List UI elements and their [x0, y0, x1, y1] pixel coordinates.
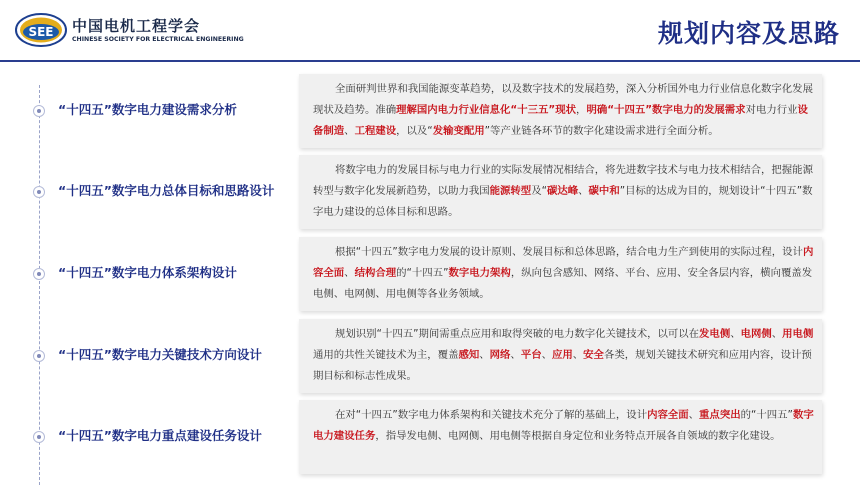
highlighted-text: 明确“十四五”数字电力的发展需求: [586, 104, 746, 116]
description-text: 的“十四五”: [396, 267, 449, 279]
society-logo: [14, 12, 68, 48]
highlighted-text: 发输变配用: [432, 125, 485, 137]
highlighted-text: 发电侧: [699, 328, 731, 340]
highlighted-text: 数字电力架构: [448, 267, 511, 279]
highlighted-text: 应用: [551, 349, 573, 361]
description-text: 、: [572, 349, 584, 361]
plan-item-description: [299, 74, 822, 148]
plan-item-title: “十四五”数字电力体系架构设计: [58, 265, 237, 280]
description-text: 在对“十四五”数字电力体系架构和关键技术充分了解的基础上，设计: [335, 409, 648, 421]
highlighted-text: 用电侧: [782, 328, 814, 340]
highlighted-text: 能源转型: [489, 185, 532, 197]
description-text: 将数字电力的发展目标与电力行业的实际发展情况相结合，将先进数字技术与电力技术相结合，把握能源转型与数字化发展新趋势，以助力我国: [313, 164, 813, 197]
description-text: 、: [479, 349, 490, 361]
highlighted-text: 感知: [458, 349, 480, 361]
description-text: ”等产业链各环节的数字化建设需求进行全面分析。: [484, 125, 719, 137]
highlighted-text: 碳中和: [588, 185, 620, 197]
timeline-dot-icon: [33, 350, 45, 362]
plan-row: [0, 155, 860, 229]
description-text: 、: [344, 125, 355, 137]
description-text: ，以及“: [396, 125, 433, 137]
description-text: ”目标的达成为目的，规划设计“十四五”数字电力建设的总体目标和思路。: [313, 185, 813, 218]
highlighted-text: 网络: [489, 349, 511, 361]
highlighted-text: 电网侧: [740, 328, 772, 340]
timeline-dot-icon: [33, 431, 45, 443]
description-text: 的“十四五”: [740, 409, 793, 421]
timeline-dot-icon: [33, 105, 45, 117]
plan-row: [0, 400, 860, 474]
description-text: 各类，规划关键技术研究和应用内容，设计预期目标和标志性成果。: [313, 349, 812, 382]
plan-item-description: [299, 400, 822, 474]
highlighted-text: 设备制造: [313, 104, 808, 137]
highlighted-text: 结构合理: [354, 267, 397, 279]
plan-item-description: [299, 319, 822, 393]
plan-item-title: “十四五”数字电力总体目标和思路设计: [58, 183, 275, 198]
description-text: 、: [344, 267, 355, 279]
timeline-dot-icon: [33, 186, 45, 198]
highlighted-text: 碳达峰: [546, 185, 579, 197]
description-text: 规划识别“十四五”期间需重点应用和取得突破的电力数字化关键技术，以可以在: [335, 328, 700, 340]
description-text: 、: [771, 328, 783, 340]
description-text: 、: [578, 185, 589, 197]
plan-item-description: [299, 237, 822, 311]
organization-name: 中国电机工程学会: [72, 17, 201, 35]
description-text: ，指导发电侧、电网侧、用电侧等根据自身定位和业务特点开展各自领域的数字化建设。: [375, 430, 781, 442]
highlighted-text: 理解国内电力行业信息化“十三五”现状: [396, 104, 577, 116]
plan-row: [0, 237, 860, 311]
page-title: 规划内容及思路: [657, 19, 840, 48]
description-text: ，纵向包含感知、网络、平台、应用、安全各层内容，横向覆盖发电侧、电网侧、用电侧等各业务领域。: [313, 267, 813, 300]
highlighted-text: 重点突出: [699, 409, 741, 421]
description-text: 根据“十四五”数字电力发展的设计原则、发展目标和总体思路，结合电力生产到使用的实际过程，设计: [335, 246, 803, 258]
highlighted-text: 安全: [583, 349, 604, 361]
highlighted-text: 内容全面: [313, 246, 814, 279]
plan-row: [0, 74, 860, 148]
highlighted-text: 数字电力建设任务: [313, 409, 814, 442]
plan-row: [0, 319, 860, 393]
plan-item-title: “十四五”数字电力重点建设任务设计: [58, 428, 262, 443]
highlighted-text: 平台: [520, 349, 542, 361]
description-text: 全面研判世界和我国能源变革趋势，以及数字技术的发展趋势，深入分析国外电力行业信息化数字化发展现状及趋势。准确: [313, 83, 813, 116]
description-text: 、: [510, 349, 521, 361]
plan-item-description: [299, 155, 822, 229]
plan-item-title: “十四五”数字电力建设需求分析: [58, 102, 237, 117]
timeline-dot-icon: [33, 268, 45, 280]
description-text: 、: [541, 349, 552, 361]
description-text: 对电力行业: [745, 104, 798, 116]
description-text: 、: [730, 328, 741, 340]
plan-item-title: “十四五”数字电力关键技术方向设计: [58, 347, 262, 362]
highlighted-text: 工程建设: [354, 125, 397, 137]
header: [0, 0, 860, 60]
description-text: 及“: [531, 185, 547, 197]
organization-name-english: CHINESE SOCIETY FOR ELECTRICAL ENGINEERING: [72, 36, 244, 43]
description-text: 、: [688, 409, 700, 421]
description-text: ，: [576, 104, 587, 116]
logo-text: SEE: [28, 25, 54, 39]
highlighted-text: 内容全面: [647, 409, 689, 421]
header-divider: [0, 60, 860, 62]
description-text: 通用的共性关键技术为主，覆盖: [313, 349, 459, 361]
